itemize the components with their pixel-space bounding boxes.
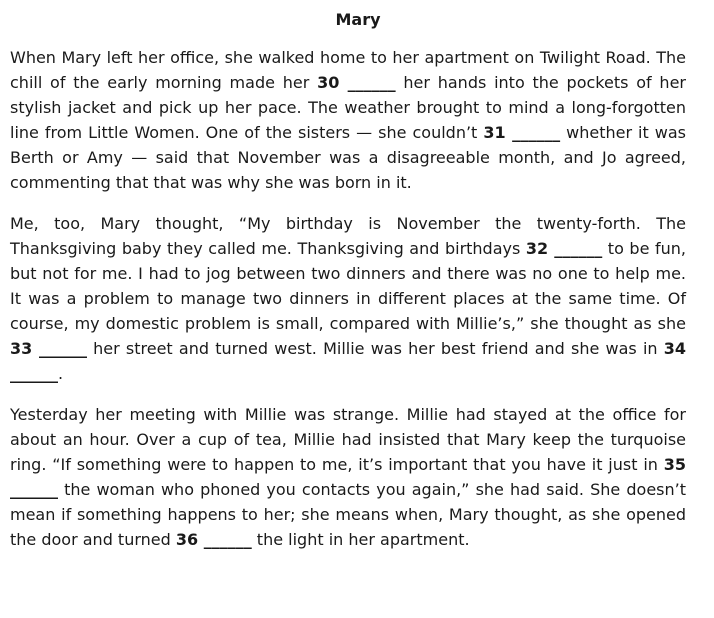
paragraph xyxy=(10,45,686,195)
gap-blank: 32 ______ xyxy=(525,239,603,258)
gap-blank: 33 ______ xyxy=(10,339,87,358)
document-body xyxy=(10,45,686,552)
paragraph-text: the woman who phoned you contacts you again,” she had said. She doesn’t mean if something happens to her; she means when, Mary thought, as she opened the door and turned xyxy=(10,480,686,549)
gap-blank: 35 ______ xyxy=(10,455,686,499)
paragraph-text: the light in her apartment. xyxy=(251,530,470,549)
paragraph-text: her hands into the pockets of her stylish jacket and pick up her pace. The weather brought to mind a long-forgotten line from Little Women. One of the sisters — she couldn’t xyxy=(10,73,686,142)
paragraph-text: Yesterday her meeting with Millie was strange. Millie had stayed at the office for about an hour. Over a cup of tea, Millie had insisted that Mary keep the turquoise ring. “If something were to happen to me, it’s important that you have it just in xyxy=(10,405,686,474)
paragraph-text: whether it was Berth or Amy — said that November was a disagreeable month, and Jo agreed, commenting that that was why she was born in it. xyxy=(10,123,687,192)
paragraph xyxy=(10,402,686,552)
gap-blank: 34 ______ xyxy=(10,339,686,383)
paragraph-text: When Mary left her office, she walked home to her apartment on Twilight Road. The chill of the early morning made her xyxy=(10,48,686,92)
paragraph-text: Me, too, Mary thought, “My birthday is November the twenty-forth. The Thanksgiving baby they called me. Thanksgiving and birthdays xyxy=(10,214,686,258)
gap-blank: 30 ______ xyxy=(317,73,396,92)
document-title: Mary xyxy=(335,10,381,29)
gap-blank: 31 ______ xyxy=(483,123,561,142)
paragraph-text: her street and turned west. Millie was her best friend and she was in xyxy=(86,339,664,358)
paragraph xyxy=(10,211,686,386)
paragraph-text: to be fun, but not for me. I had to jog between two dinners and there was no one to help me. It was a problem to manage two dinners in different places at the same time. Of course, my domestic problem is small, compared with Millie’s,” she thought as she xyxy=(10,239,686,333)
gap-blank: 36 ______ xyxy=(175,530,252,549)
paragraph-text: . xyxy=(58,364,64,383)
